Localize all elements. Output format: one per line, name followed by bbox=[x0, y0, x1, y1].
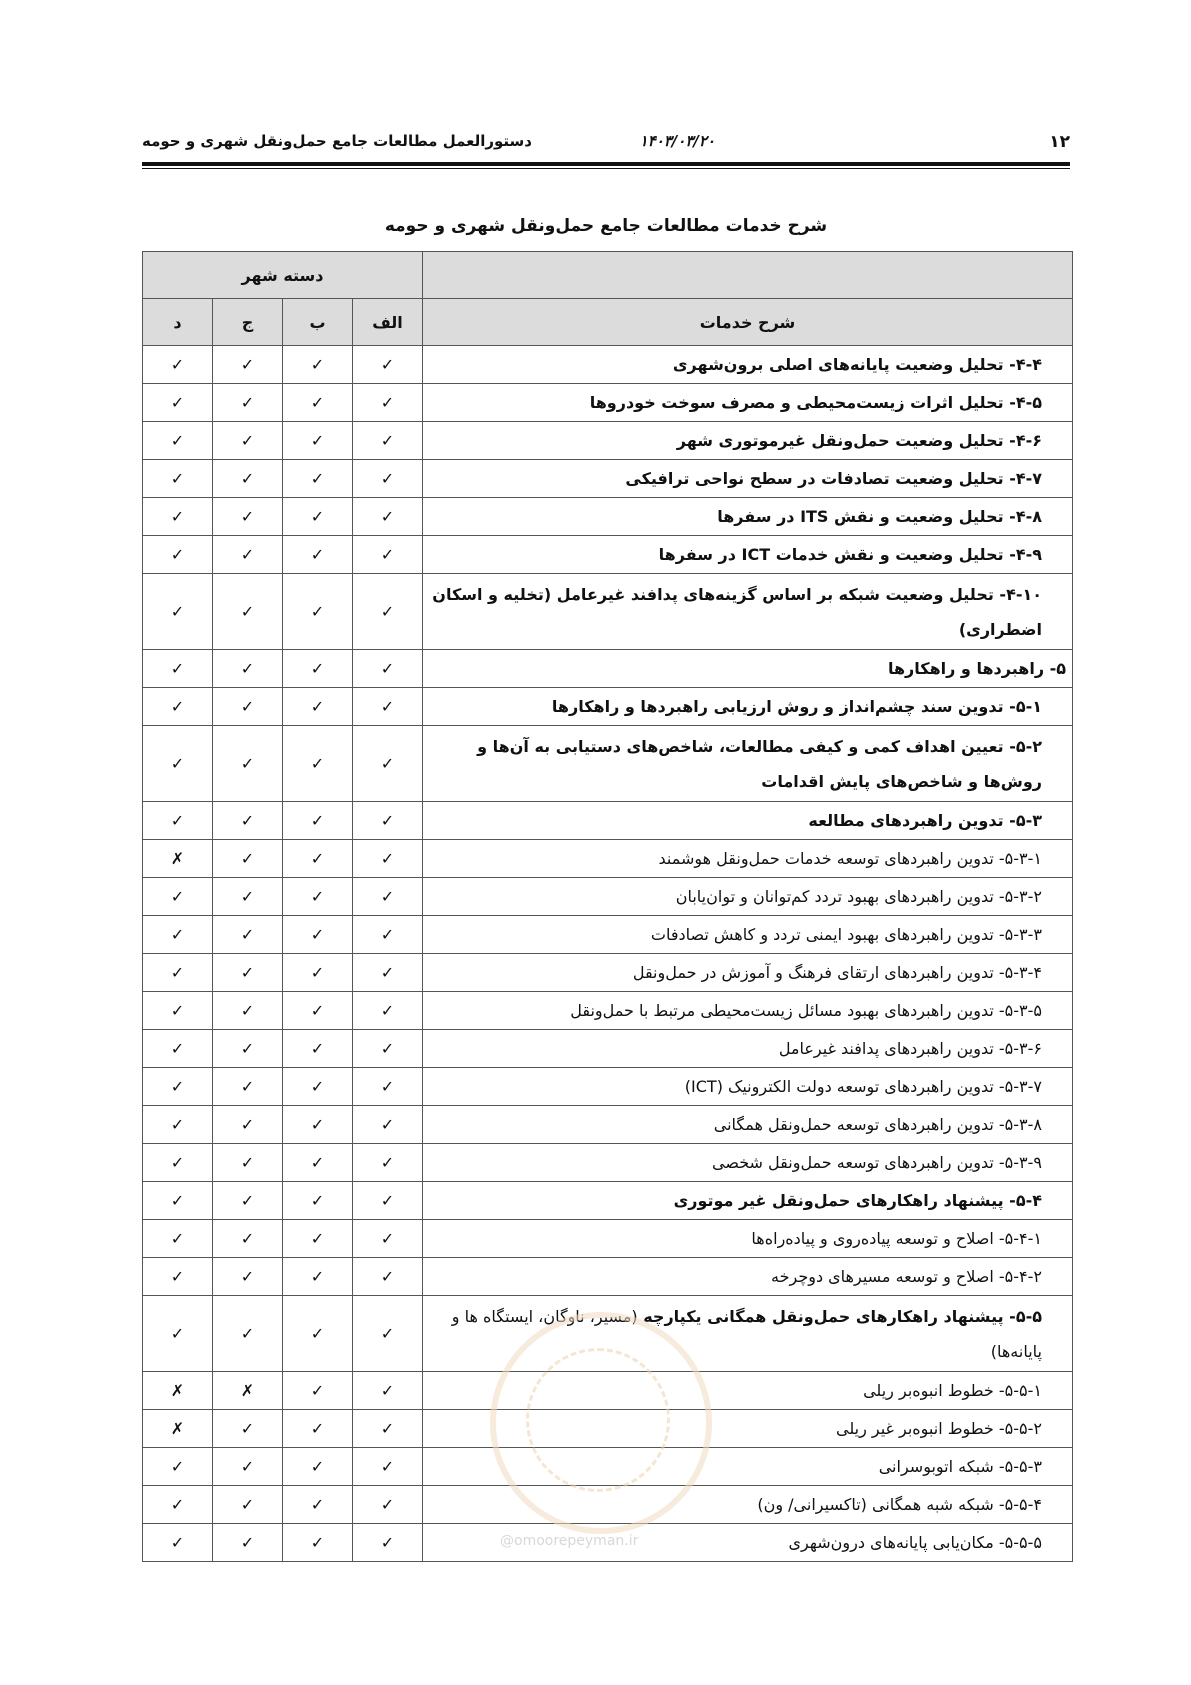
category-mark: ✓ bbox=[213, 878, 283, 916]
service-description bbox=[423, 574, 1073, 650]
category-mark: ✓ bbox=[353, 878, 423, 916]
category-mark: ✓ bbox=[353, 384, 423, 422]
category-mark: ✓ bbox=[353, 536, 423, 574]
table-row bbox=[143, 802, 1073, 840]
category-mark: ✓ bbox=[213, 384, 283, 422]
category-mark: ✓ bbox=[143, 878, 213, 916]
category-mark: ✓ bbox=[353, 802, 423, 840]
service-text: ۴-۸- تحلیل وضعیت و نقش ITS در سفرها bbox=[717, 507, 1042, 526]
city-category-header: دسته شهر bbox=[143, 252, 423, 299]
category-mark: ✗ bbox=[143, 1410, 213, 1448]
page-number: ۱۲ bbox=[1049, 132, 1070, 152]
category-mark: ✓ bbox=[143, 1448, 213, 1486]
category-mark: ✓ bbox=[283, 1030, 353, 1068]
table-row bbox=[143, 536, 1073, 574]
category-mark: ✓ bbox=[143, 726, 213, 802]
category-mark: ✓ bbox=[353, 498, 423, 536]
watermark-seal bbox=[490, 1312, 712, 1534]
service-text: ۴-۶- تحلیل وضعیت حمل‌ونقل غیرموتوری شهر bbox=[676, 431, 1042, 450]
category-mark: ✓ bbox=[283, 460, 353, 498]
service-text: ۵-۵-۵- مکان‌یابی پایانه‌های درون‌شهری bbox=[788, 1533, 1042, 1552]
category-mark: ✓ bbox=[283, 1144, 353, 1182]
category-mark: ✓ bbox=[143, 954, 213, 992]
category-mark: ✓ bbox=[213, 574, 283, 650]
category-mark: ✓ bbox=[143, 536, 213, 574]
category-mark: ✓ bbox=[353, 726, 423, 802]
category-mark: ✓ bbox=[283, 1106, 353, 1144]
category-mark: ✓ bbox=[353, 1106, 423, 1144]
category-mark: ✓ bbox=[283, 1220, 353, 1258]
category-mark: ✓ bbox=[143, 384, 213, 422]
services-desc-header: شرح خدمات bbox=[423, 299, 1073, 346]
service-description bbox=[423, 384, 1073, 422]
category-mark: ✓ bbox=[143, 1144, 213, 1182]
watermark-url: @omoorepeyman.ir bbox=[500, 1533, 639, 1549]
page-header bbox=[142, 128, 1070, 158]
service-description bbox=[423, 1258, 1073, 1296]
category-mark: ✓ bbox=[353, 422, 423, 460]
cat-dal-header: د bbox=[143, 299, 213, 346]
service-text-note: (مسیر، ناوگان، ایستگاه ها و پایانه‌ها) bbox=[451, 1306, 1042, 1361]
table-row bbox=[143, 916, 1073, 954]
table-row bbox=[143, 878, 1073, 916]
category-mark: ✓ bbox=[213, 498, 283, 536]
category-mark: ✓ bbox=[143, 1258, 213, 1296]
category-mark: ✓ bbox=[353, 1486, 423, 1524]
service-description bbox=[423, 726, 1073, 802]
service-description bbox=[423, 1068, 1073, 1106]
category-mark: ✓ bbox=[213, 1106, 283, 1144]
category-mark: ✓ bbox=[353, 1296, 423, 1372]
category-mark: ✓ bbox=[283, 1296, 353, 1372]
category-mark: ✓ bbox=[353, 1410, 423, 1448]
category-mark: ✓ bbox=[213, 1410, 283, 1448]
category-mark: ✓ bbox=[283, 1410, 353, 1448]
service-text: ۴-۱۰- تحلیل وضعیت شبکه بر اساس گزینه‌های پدافند غیرعامل (تخلیه و اسکان اضطراری) bbox=[432, 584, 1042, 639]
category-mark: ✓ bbox=[283, 1182, 353, 1220]
category-mark: ✓ bbox=[143, 650, 213, 688]
service-text: ۵-۳-۶- تدوین راهبردهای پدافند غیرعامل bbox=[778, 1039, 1042, 1058]
table-row bbox=[143, 1182, 1073, 1220]
table-caption: شرح خدمات مطالعات جامع حمل‌ونقل شهری و حومه bbox=[384, 216, 828, 236]
service-description bbox=[423, 422, 1073, 460]
cat-be-header: ب bbox=[283, 299, 353, 346]
table-row bbox=[143, 650, 1073, 688]
category-mark: ✓ bbox=[213, 916, 283, 954]
service-description bbox=[423, 650, 1073, 688]
category-mark: ✓ bbox=[283, 574, 353, 650]
service-description bbox=[423, 1220, 1073, 1258]
category-mark: ✓ bbox=[353, 954, 423, 992]
category-mark: ✓ bbox=[283, 688, 353, 726]
category-mark: ✓ bbox=[353, 992, 423, 1030]
table-row bbox=[143, 574, 1073, 650]
header-blank bbox=[423, 252, 1073, 299]
service-description bbox=[423, 688, 1073, 726]
category-mark: ✓ bbox=[143, 1182, 213, 1220]
service-text: ۵-۵-۲- خطوط انبوه‌بر غیر ریلی bbox=[835, 1419, 1042, 1438]
category-mark: ✓ bbox=[213, 840, 283, 878]
category-mark: ✓ bbox=[283, 1448, 353, 1486]
category-mark: ✗ bbox=[143, 840, 213, 878]
service-description bbox=[423, 992, 1073, 1030]
category-mark: ✓ bbox=[213, 422, 283, 460]
category-mark: ✓ bbox=[283, 802, 353, 840]
category-mark: ✓ bbox=[143, 688, 213, 726]
category-mark: ✓ bbox=[283, 726, 353, 802]
table-row bbox=[143, 1258, 1073, 1296]
category-mark: ✓ bbox=[353, 1220, 423, 1258]
category-mark: ✓ bbox=[213, 954, 283, 992]
table-row bbox=[143, 1144, 1073, 1182]
category-mark: ✓ bbox=[283, 536, 353, 574]
service-text: ۵-۳-۷- تدوین راهبردهای توسعه دولت الکترونیک (ICT) bbox=[684, 1077, 1042, 1096]
service-description bbox=[423, 536, 1073, 574]
service-text: ۵-۱- تدوین سند چشم‌انداز و روش ارزیابی راهبردها و راهکارها bbox=[551, 697, 1042, 716]
category-mark: ✓ bbox=[283, 384, 353, 422]
service-text: ۵-۳-۴- تدوین راهبردهای ارتقای فرهنگ و آموزش در حمل‌ونقل bbox=[632, 963, 1042, 982]
category-mark: ✓ bbox=[353, 916, 423, 954]
category-mark: ✓ bbox=[353, 1524, 423, 1562]
service-text: ۵- راهبردها و راهکارها bbox=[887, 659, 1066, 678]
service-text: ۵-۳-۳- تدوین راهبردهای بهبود ایمنی تردد و کاهش تصادفات bbox=[650, 925, 1042, 944]
category-mark: ✓ bbox=[353, 1372, 423, 1410]
table-row bbox=[143, 1106, 1073, 1144]
category-mark: ✓ bbox=[353, 1448, 423, 1486]
category-mark: ✓ bbox=[143, 1524, 213, 1562]
header-rule bbox=[142, 162, 1070, 166]
category-mark: ✗ bbox=[213, 1372, 283, 1410]
category-mark: ✓ bbox=[283, 422, 353, 460]
service-text: ۵-۵-۳- شبکه اتوبوسرانی bbox=[878, 1457, 1042, 1476]
category-mark: ✓ bbox=[213, 650, 283, 688]
category-mark: ✓ bbox=[353, 688, 423, 726]
category-mark: ✓ bbox=[143, 1030, 213, 1068]
category-mark: ✓ bbox=[213, 1144, 283, 1182]
category-mark: ✓ bbox=[213, 688, 283, 726]
category-mark: ✓ bbox=[283, 1486, 353, 1524]
table-row bbox=[143, 1220, 1073, 1258]
category-mark: ✗ bbox=[143, 1372, 213, 1410]
service-description bbox=[423, 1106, 1073, 1144]
category-mark: ✓ bbox=[283, 1524, 353, 1562]
cat-alef-header: الف bbox=[353, 299, 423, 346]
category-mark: ✓ bbox=[143, 346, 213, 384]
category-mark: ✓ bbox=[213, 992, 283, 1030]
category-mark: ✓ bbox=[283, 954, 353, 992]
service-description bbox=[423, 1144, 1073, 1182]
category-mark: ✓ bbox=[143, 1106, 213, 1144]
service-text: ۵-۵- پیشنهاد راهکارهای حمل‌ونقل همگانی یکپارچه bbox=[643, 1306, 1042, 1326]
service-text: ۵-۲- تعیین اهداف کمی و کیفی مطالعات، شاخص‌های دستیابی به آن‌ها و روش‌ها و شاخص‌های پایش اقدامات bbox=[477, 736, 1042, 791]
category-mark: ✓ bbox=[213, 346, 283, 384]
service-text: ۵-۳-۸- تدوین راهبردهای توسعه حمل‌ونقل همگانی bbox=[713, 1115, 1042, 1134]
category-mark: ✓ bbox=[353, 1258, 423, 1296]
table-row bbox=[143, 1030, 1073, 1068]
service-description bbox=[423, 346, 1073, 384]
service-text: ۵-۳- تدوین راهبردهای مطالعه bbox=[808, 811, 1042, 830]
category-mark: ✓ bbox=[353, 1030, 423, 1068]
service-text: ۴-۷- تحلیل وضعیت تصادفات در سطح نواحی ترافیکی bbox=[625, 469, 1042, 488]
category-mark: ✓ bbox=[353, 574, 423, 650]
service-text: ۵-۳-۵- تدوین راهبردهای بهبود مسائل زیست‌محیطی مرتبط با حمل‌ونقل bbox=[570, 1001, 1042, 1020]
table-row bbox=[143, 346, 1073, 384]
table-row bbox=[143, 954, 1073, 992]
category-mark: ✓ bbox=[143, 802, 213, 840]
category-mark: ✓ bbox=[353, 460, 423, 498]
category-mark: ✓ bbox=[143, 574, 213, 650]
service-description bbox=[423, 1030, 1073, 1068]
category-mark: ✓ bbox=[283, 498, 353, 536]
service-description bbox=[423, 802, 1073, 840]
service-description bbox=[423, 498, 1073, 536]
category-mark: ✓ bbox=[283, 346, 353, 384]
category-mark: ✓ bbox=[353, 1068, 423, 1106]
document-title: دستورالعمل مطالعات جامع حمل‌ونقل شهری و حومه bbox=[142, 132, 532, 150]
category-mark: ✓ bbox=[283, 650, 353, 688]
category-mark: ✓ bbox=[213, 1524, 283, 1562]
category-mark: ✓ bbox=[213, 1486, 283, 1524]
category-mark: ✓ bbox=[143, 1068, 213, 1106]
table-row bbox=[143, 840, 1073, 878]
category-mark: ✓ bbox=[283, 878, 353, 916]
table-row bbox=[143, 384, 1073, 422]
table-row bbox=[143, 992, 1073, 1030]
category-mark: ✓ bbox=[353, 840, 423, 878]
service-text: ۴-۹- تحلیل وضعیت و نقش خدمات ICT در سفرها bbox=[658, 545, 1042, 564]
service-text: ۵-۵-۱- خطوط انبوه‌بر ریلی bbox=[863, 1381, 1042, 1400]
service-text: ۵-۴-۱- اصلاح و توسعه پیاده‌روی و پیاده‌راه‌ها bbox=[751, 1229, 1042, 1248]
service-text: ۵-۴-۲- اصلاح و توسعه مسیرهای دوچرخه bbox=[771, 1267, 1042, 1286]
service-text: ۵-۵-۴- شبکه شبه همگانی (تاکسیرانی/ ون) bbox=[757, 1495, 1042, 1514]
category-mark: ✓ bbox=[143, 460, 213, 498]
service-text: ۴-۵- تحلیل اثرات زیست‌محیطی و مصرف سوخت خودروها bbox=[589, 393, 1042, 412]
category-mark: ✓ bbox=[353, 650, 423, 688]
category-mark: ✓ bbox=[143, 422, 213, 460]
service-text: ۵-۴- پیشنهاد راهکارهای حمل‌ونقل غیر موتوری bbox=[673, 1191, 1042, 1210]
category-mark: ✓ bbox=[143, 916, 213, 954]
service-description bbox=[423, 954, 1073, 992]
category-mark: ✓ bbox=[283, 1258, 353, 1296]
category-mark: ✓ bbox=[213, 1296, 283, 1372]
category-mark: ✓ bbox=[213, 460, 283, 498]
cat-jim-header: ج bbox=[213, 299, 283, 346]
service-description bbox=[423, 840, 1073, 878]
service-description bbox=[423, 878, 1073, 916]
category-mark: ✓ bbox=[213, 1068, 283, 1106]
category-mark: ✓ bbox=[283, 992, 353, 1030]
service-text: ۵-۳-۱- تدوین راهبردهای توسعه خدمات حمل‌ونقل هوشمند bbox=[658, 849, 1042, 868]
service-text: ۵-۳-۹- تدوین راهبردهای توسعه حمل‌ونقل شخصی bbox=[712, 1153, 1042, 1172]
category-mark: ✓ bbox=[353, 346, 423, 384]
category-mark: ✓ bbox=[213, 726, 283, 802]
category-mark: ✓ bbox=[213, 1220, 283, 1258]
category-mark: ✓ bbox=[283, 1372, 353, 1410]
service-description bbox=[423, 460, 1073, 498]
service-text: ۴-۴- تحلیل وضعیت پایانه‌های اصلی برون‌شهری bbox=[672, 355, 1042, 374]
category-mark: ✓ bbox=[353, 1182, 423, 1220]
category-mark: ✓ bbox=[143, 498, 213, 536]
category-mark: ✓ bbox=[143, 992, 213, 1030]
service-description bbox=[423, 916, 1073, 954]
category-mark: ✓ bbox=[213, 536, 283, 574]
table-row bbox=[143, 460, 1073, 498]
category-mark: ✓ bbox=[143, 1296, 213, 1372]
category-mark: ✓ bbox=[213, 1258, 283, 1296]
service-text: ۵-۳-۲- تدوین راهبردهای بهبود تردد کم‌توانان و توان‌یابان bbox=[675, 887, 1042, 906]
category-mark: ✓ bbox=[353, 1144, 423, 1182]
category-mark: ✓ bbox=[213, 802, 283, 840]
category-mark: ✓ bbox=[283, 1068, 353, 1106]
category-mark: ✓ bbox=[283, 840, 353, 878]
table-row bbox=[143, 1068, 1073, 1106]
service-description bbox=[423, 1182, 1073, 1220]
table-row bbox=[143, 498, 1073, 536]
category-mark: ✓ bbox=[213, 1182, 283, 1220]
category-mark: ✓ bbox=[143, 1486, 213, 1524]
header-rule-thin bbox=[142, 168, 1070, 169]
category-mark: ✓ bbox=[213, 1030, 283, 1068]
table-row bbox=[143, 422, 1073, 460]
document-date: ۱۴۰۳/۰۳/۲۰ bbox=[639, 132, 715, 150]
category-mark: ✓ bbox=[283, 916, 353, 954]
table-row bbox=[143, 726, 1073, 802]
category-mark: ✓ bbox=[213, 1448, 283, 1486]
category-mark: ✓ bbox=[143, 1220, 213, 1258]
table-row bbox=[143, 688, 1073, 726]
